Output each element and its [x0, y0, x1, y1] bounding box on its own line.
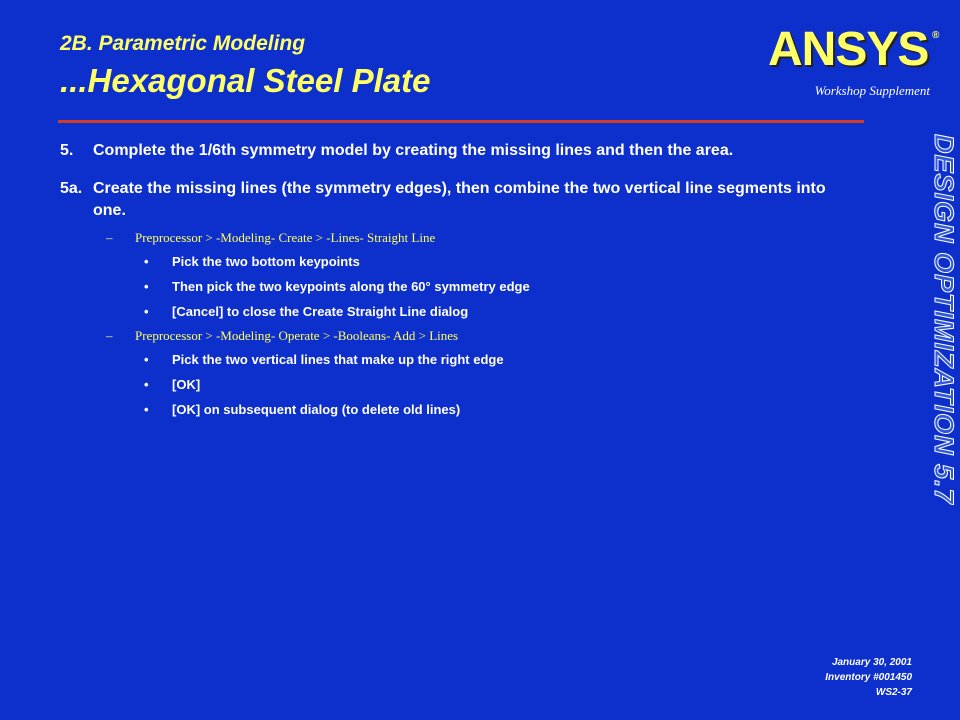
footer-info — [825, 655, 912, 700]
workshop-label: Workshop Supplement — [814, 83, 930, 98]
side-banner: DESIGN OPTIMIZATION 5.7 — [929, 134, 959, 505]
bullet-marker: • — [144, 279, 149, 294]
section-subtitle: 2B. Parametric Modeling — [60, 32, 306, 55]
bullet-marker: • — [144, 402, 149, 417]
list-item-text: Pick the two vertical lines that make up the right edge — [172, 352, 504, 367]
bullet-marker: • — [144, 254, 149, 269]
list-item-text: Then pick the two keypoints along the 60° symmetry edge — [172, 279, 530, 294]
step-number: 5a. — [60, 180, 83, 197]
footer-inventory: Inventory #001450 — [825, 672, 912, 683]
menu-path-text: Preprocessor > -Modeling- Operate > -Booleans- Add > Lines — [135, 328, 459, 343]
registered-mark: ® — [932, 30, 940, 41]
footer-page-number: WS2-37 — [875, 687, 912, 698]
list-item-text: [Cancel] to close the Create Straight Line dialog — [172, 304, 469, 319]
list-item-text: [OK] on subsequent dialog (to delete old lines) — [172, 402, 461, 417]
menu-path-text: Preprocessor > -Modeling- Create > -Lines- Straight Line — [135, 230, 436, 245]
list-item-text: [OK] — [172, 377, 201, 392]
step-number: 5. — [60, 142, 74, 159]
footer-date: January 30, 2001 — [831, 657, 912, 668]
ansys-logo: ANSYS — [768, 23, 929, 76]
dash-marker: – — [106, 328, 113, 343]
title-divider — [58, 120, 864, 123]
bullet-marker: • — [144, 352, 149, 367]
step-text: Complete the 1/6th symmetry model by creating the missing lines and then the area. — [93, 142, 734, 159]
page-title: ...Hexagonal Steel Plate — [60, 62, 431, 99]
step-text: Create the missing lines (the symmetry edges), then combine the two vertical line segments into one. — [93, 180, 826, 219]
dash-marker: – — [106, 230, 113, 245]
bullet-marker: • — [144, 377, 149, 392]
bullet-marker: • — [144, 304, 149, 319]
list-item-text: Pick the two bottom keypoints — [172, 254, 360, 269]
